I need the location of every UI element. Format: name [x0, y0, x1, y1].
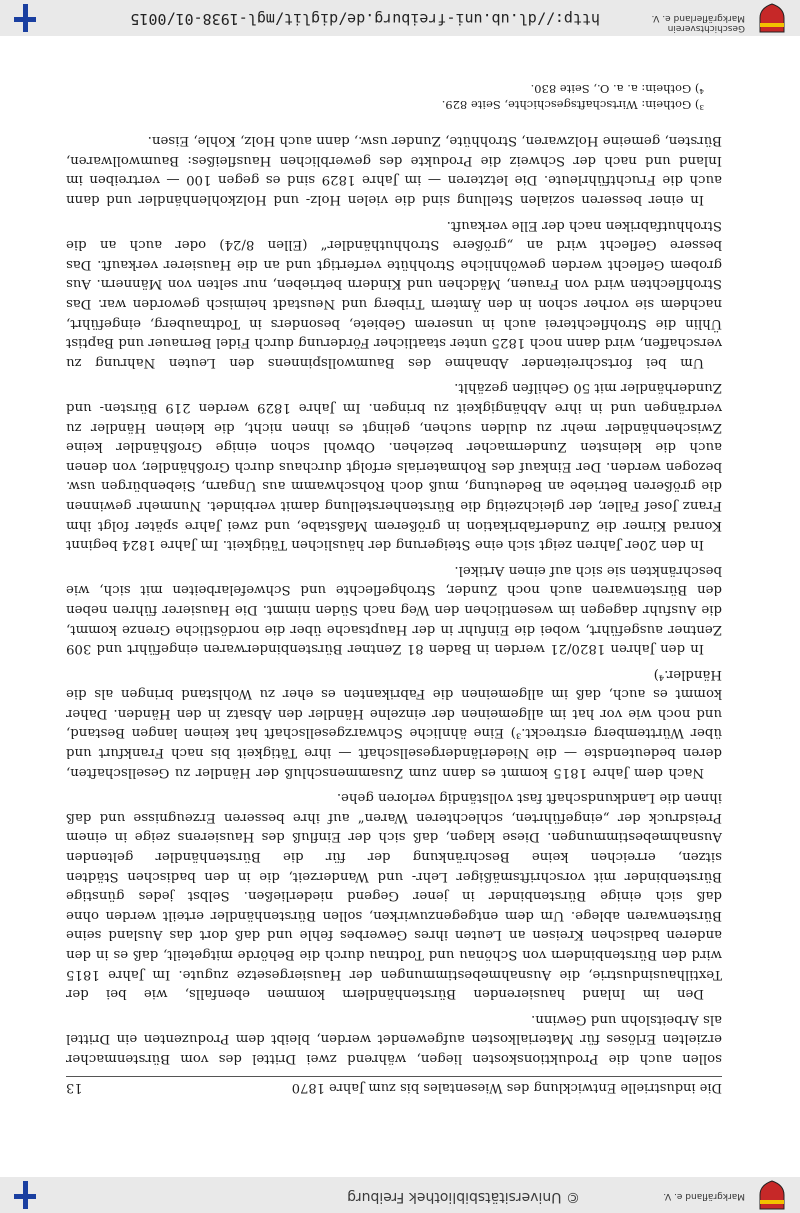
association-crest-icon — [752, 1179, 792, 1211]
paragraph: In einer besseren sozialen Stellung sind die vielen Holz- und Holzkohlenhändler und dann auch die Fruchtführleute. Die letzteren — im Jahre 1829 sind es gegen 100 — vertreiben im Inland und nach der Schweiz die Produkte des gewerblichen Hausfleißes: Baumwollwaren, Bürsten, gemeine Holzwaren, Strohhüte, Zunder usw., dann auch Holz, Kohle, Eisen. — [66, 133, 722, 208]
footnote: ³) Gothein: Wirtschaftsgeschichte, Seite 829. — [441, 97, 704, 112]
paragraph: In den Jahren 1820/21 werden in Baden 81 Zentner Bürstenbinderwaren eingeführt und 309 Zentner ausgeführt, wobei die Einfuhr in der Hauptsache über die nordöstliche Grenze kommt, die Ausfuhr dagegen im wesentlichen den Weg nach Süden nimmt. Die Hausierer führen neben den Bürstenwaren auch noch Zunder, Strohgeflechte und Schwefelarbeiten mit sich, wie beschränkten sie sich auf einen Artikel. — [66, 562, 722, 657]
library-credit: © Universitätsbibliothek Freiburg — [347, 1189, 580, 1205]
source-url-link[interactable]: http://dl.ub.uni-freiburg.de/diglit/mgl-1938-01/0015 — [130, 10, 600, 28]
association-label: Geschichtsverein Markgräflerland e. V. — [651, 13, 745, 33]
top-source-bar — [0, 0, 800, 36]
paragraph: Den im Inland hausierenden Bürstenhändlern kommen ebenfalls, wie bei der Textilhausindustrie, die Ausnahmebestimmungen der Hausiergesetze zugute. Im Jahre 1815 wird den Bürstenbindern von Schönau und Todtnau durch die Behörde mitgeteilt, daß es in den anderen badischen Kreisen an Leuten ihres Gewerbes fehle und daß dort das Ausland seine Bürstenwaren ablege. Um dem entgegenzuwirken, sollen Bürstenhändler erteilt werden ohne daß sich einige Bürstenbinder in jener Gegend niederließen. Selbst jedes günstige Bürstenbinder mit vorschriftsmäßiger Lehr- und Wanderzeit, die in den badischen Städten sitzen, erreichen keine Beschränkung der für die Bürstenhändler geltenden Ausnahmebestimmungen. Diese klagen, daß sich der Einfluß des Hausierens zeige in einem Preisdruck der „eingeführten, schlechteren Waren“ auf ihre besseren Erzeugnisse und daß ihnen die Landkundschaft fast vollständig verloren gehe. — [66, 790, 722, 1002]
footnotes — [66, 81, 722, 113]
footnote: ⁴) Gothein: a. a. O., Seite 830. — [530, 81, 704, 96]
paragraph: Um bei fortschreitender Abnahme des Baumwollspinnens den Leuten Nahrung zu verschaffen, wird dann noch 1825 unter staatlicher Förderung durch Fidel Bernauer und Baptist Ühlin die Strohflechterei auch in unserem Gebiete, besonders in Todtnauberg, eingeführt, nachdem sie vorher schon in den Ämtern Triberg und Neustadt heimisch geworden war. Das Strohflechten wird von Frauen, Mädchen und Kindern betrieben, nur selten von Männern. Aus grobem Geflecht werden gewöhnliche Strohhüte verfertigt und an die Hausierer verkauft. Das bessere Geflecht wird an „größere Strohhuthändler“ (Ellen 8/24) oder auch an die Strohhutfabriken nach der Elle verkauft. — [66, 217, 722, 370]
paragraph: In den 20er Jahren zeigt sich eine Steigerung der häuslichen Tätigkeit. Im Jahre 1824 beginnt Konrad Kirner die Zunderfabrikation in größerem Maßstabe, und zwei Jahre später folgt ihm Franz Josef Faller, der gleichzeitig die Bürstenherstellung damit verbindet. Nunmehr gewinnen die größeren Betriebe an Bedeutung, muß doch Rohschwamm aus Ungarn, Siebenbürgen usw. bezogen werden. Der Einkauf des Rohmaterials erfolgt durchaus durch Großhändler, von denen auch die kleinsten Zundermacher beziehen. Obwohl schon einige Großhändler keine Zwischenhändler mehr zu dulden suchen, gelingt es ihnen nicht, die kleinen Händler zu verdrängen und in ihre Abhängigkeit zu bringen. Im Jahre 1829 werden 219 Bürsten- und Zunderhändler mit 50 Gehilfen gezählt. — [66, 380, 722, 553]
running-header-title: Die industrielle Entwicklung des Wiesentales bis zum Jahre 1870 — [291, 1080, 722, 1095]
page-number: 13 — [66, 1080, 83, 1095]
paragraph: Nach dem Jahre 1815 kommt es dann zum Zusammenschluß der Händler zu Gesellschaften, deren bedeutendste — die Niederländergesellschaft — ihre Tätigkeit bis nach Frankfurt und über Württemberg erstreckt.³) Eine ähnliche Schwarzgesellschaft hat keinen langen Bestand, und noch wie vor hat im allgemeinen der einzelne Händler den Absatz in den Händen. Daher kommt es auch, daß im allgemeinen die Fabrikanten es eher zu Wohlstand bringen als die Händler.⁴) — [66, 666, 722, 780]
running-header — [66, 1076, 722, 1095]
paragraph: sollen auch die Produktionskosten liegen, während zwei Drittel des vom Bürstenmacher erzielten Erlöses für Materialkosten aufgewendet werden, bleibt dem Produzenten ein Drittel als Arbeitslohn und Gewinn. — [66, 1011, 722, 1066]
university-library-logo-icon — [10, 2, 40, 34]
association-crest-icon — [752, 2, 792, 34]
university-library-logo-icon — [10, 1179, 40, 1211]
bottom-footer-bar — [0, 1177, 800, 1213]
book-page — [66, 81, 722, 1095]
association-label: Markgräfland e. V. — [663, 1191, 745, 1201]
